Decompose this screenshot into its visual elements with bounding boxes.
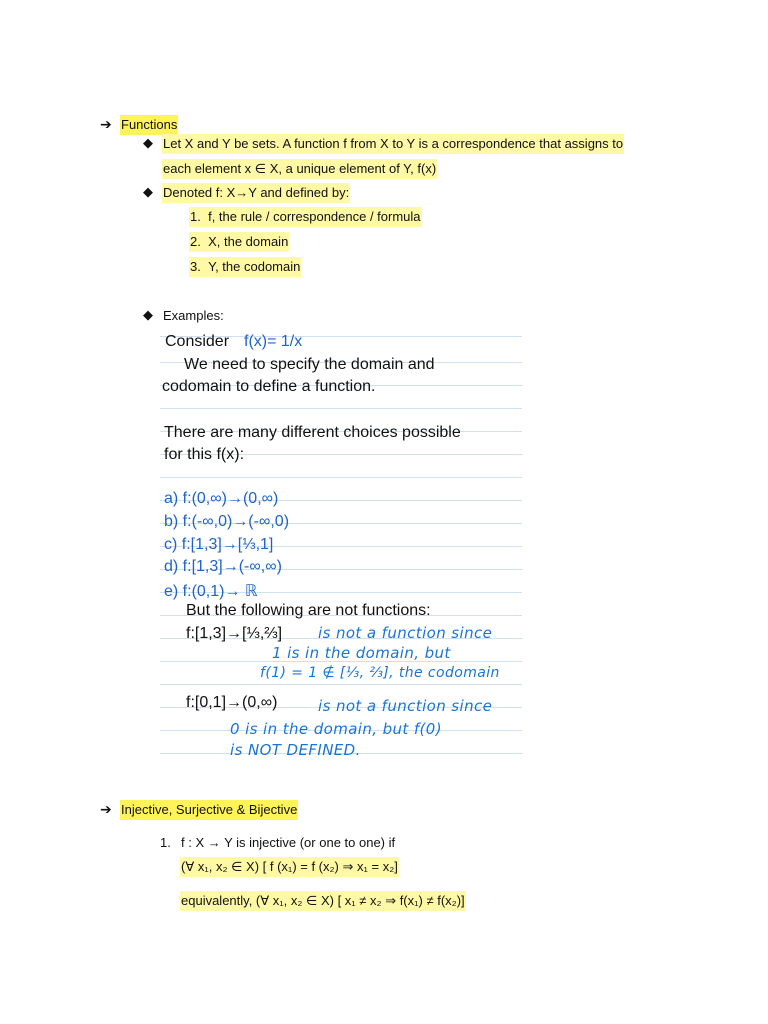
arrow-icon: ➔ (100, 117, 112, 133)
section-heading-functions: Functions (120, 115, 178, 135)
choice-item: a) f:(0,∞)→(0,∞) (164, 490, 279, 507)
notebook-line: We need to specify the domain and (184, 356, 435, 373)
notebook-line: There are many different choices possible (164, 424, 461, 441)
list-item: 2. X, the domain (189, 232, 289, 252)
injective-formula: (∀ x₁, x₂ ∈ X) [ f (x₁) = f (x₂) ⇒ x₁ = x₂] (180, 857, 399, 877)
definition-line-2: each element x ∈ X, a unique element of Y, f(x) (162, 159, 437, 179)
handwritten-note: f(1) = 1 ∉ [⅓, ⅔], the codomain (260, 665, 500, 681)
arrow-icon: ➔ (100, 802, 112, 818)
handwritten-note: is not a function since (318, 624, 493, 642)
choice-item: b) f:(-∞,0)→(-∞,0) (164, 513, 290, 530)
definition-line-1: Let X and Y be sets. A function f from X to Y is a correspondence that assigns to (162, 134, 624, 154)
section-heading-injective: Injective, Surjective & Bijective (120, 800, 298, 820)
consider-label: Consider (165, 333, 230, 350)
diamond-bullet-icon: ◆ (143, 308, 153, 323)
notebook-snippet (160, 332, 522, 772)
handwritten-note: is not a function since (318, 697, 493, 715)
list-number: 1. (160, 835, 171, 850)
diamond-bullet-icon: ◆ (143, 136, 153, 151)
choice-item: c) f:[1,3]→[⅓,1] (164, 536, 274, 553)
list-item: 1. f, the rule / correspondence / formula (189, 207, 422, 227)
notebook-line: codomain to define a function. (162, 378, 376, 395)
examples-label: Examples: (163, 308, 224, 323)
handwritten-note: 0 is in the domain, but f(0) (230, 720, 443, 738)
handwritten-note: 1 is in the domain, but (272, 644, 451, 662)
diamond-bullet-icon: ◆ (143, 185, 153, 200)
function-formula: f(x)= 1/x (244, 333, 303, 350)
handwritten-note: is NOT DEFINED. (230, 741, 361, 759)
denoted-line: Denoted f: X→Y and defined by: (162, 183, 350, 203)
injective-definition: f : X → Y is injective (or one to one) if (181, 835, 396, 850)
non-function-example-2: f:[0,1]→(0,∞) (186, 694, 278, 711)
notebook-line: for this f(x): (164, 446, 245, 463)
list-item: 3. Y, the codomain (189, 257, 301, 277)
non-function-example-1: f:[1,3]→[⅓,⅔] (186, 625, 283, 642)
choice-item: e) f:(0,1)→ ℝ (164, 583, 258, 600)
injective-formula-equivalent: equivalently, (∀ x₁, x₂ ∈ X) [ x₁ ≠ x₂ ⇒ f(x₁) ≠ f(x₂)] (180, 891, 466, 911)
not-functions-heading: But the following are not functions: (186, 602, 431, 619)
choice-item: d) f:[1,3]→(-∞,∞) (164, 558, 282, 575)
